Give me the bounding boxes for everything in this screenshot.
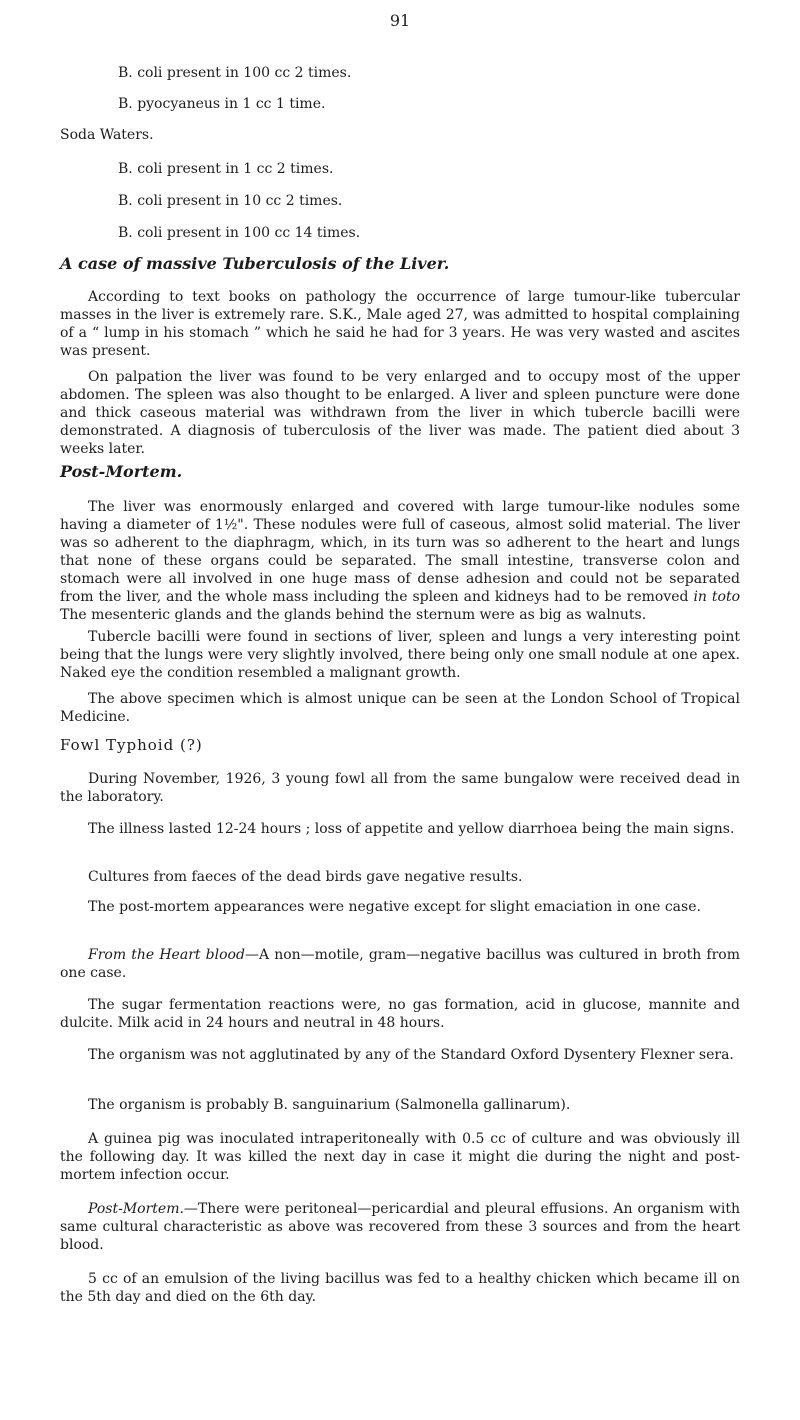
result-line: B. coli present in 1 cc 2 times. (118, 161, 334, 177)
heading-case-tuberculosis: A case of massive Tuberculosis of the Liver. (60, 254, 450, 273)
paragraph-fowl-illness: The illness lasted 12-24 hours ; loss of appetite and yellow diarrhoea being the main signs. (88, 821, 735, 837)
paragraph-fowl-post-mortem: The post-mortem appearances were negative except for slight emaciation in one case. (88, 899, 701, 915)
result-line: B. coli present in 100 cc 14 times. (118, 225, 361, 241)
paragraph-heart-blood: From the Heart blood—A non—motile, gram—negative bacillus was cultured in broth from one case. (60, 947, 740, 981)
paragraph-sugar-fermentation: The sugar fermentation reactions were, no gas formation, acid in glucose, mannite and dulcite. Milk acid in 24 hours and neutral in 48 hours. (60, 997, 740, 1031)
result-line: B. pyocyaneus in 1 cc 1 time. (118, 96, 326, 112)
paragraph-tubercle-bacilli: Tubercle bacilli were found in sections of liver, spleen and lungs a very interesting point being that the lungs were very slightly involved, there being only one small nodule at one apex. Naked eye the condition resembled a malignant growth. (60, 629, 740, 681)
paragraph-intro: According to text books on pathology the occurrence of large tumour-like tubercular masses in the liver is extremely rare. S.K., Male aged 27, was admitted to hospital complaining of a “ lump in his stomach ” which he said he had for 3 years. He was very wasted and ascites was present. (60, 289, 740, 359)
heading-post-mortem: Post-Mortem. (60, 462, 183, 481)
paragraph-guinea-pig: A guinea pig was inoculated intraperitoneally with 0.5 cc of culture and was obviously ill the following day. It was killed the next day in case it might die during the night and post-mortem infection occur. (60, 1131, 740, 1183)
result-line: B. coli present in 10 cc 2 times. (118, 193, 343, 209)
heading-fowl-typhoid: Fowl Typhoid (?) (60, 736, 203, 754)
subheading-soda-waters: Soda Waters. (60, 127, 154, 143)
paragraph-chicken-feeding: 5 cc of an emulsion of the living bacillus was fed to a healthy chicken which became ill on the 5th day and died on the 6th day. (60, 1271, 740, 1305)
result-line: B. coli present in 100 cc 2 times. (118, 65, 352, 81)
paragraph-specimen: The above specimen which is almost unique can be seen at the London School of Tropical Medicine. (60, 691, 740, 725)
paragraph-palpation: On palpation the liver was found to be very enlarged and to occupy most of the upper abdomen. The spleen was also thought to be enlarged. A liver and spleen puncture were done and thick caseous material was withdrawn from the liver in which tubercle bacilli were demonstrated. A diagnosis of tuberculosis of the liver was made. The patient died about 3 weeks later. (60, 369, 740, 457)
paragraph-fowl-cultures: Cultures from faeces of the dead birds gave negative results. (88, 869, 523, 885)
paragraph-post-mortem-findings: The liver was enormously enlarged and covered with large tumour-like nodules some having a diameter of 1½". These nodules were full of caseous, almost solid material. The liver was so adherent to the diaphragm, which, in its turn was so adherent to the heart and lungs that none of these organs could be separated. The small intestine, transverse colon and stomach were all involved in one huge mass of dense adhesion and could not be separated from the liver, and the whole mass including the spleen and kidneys had to be removed in toto The mesenteric glands and the glands behind the sternum were as big as walnuts. (60, 499, 740, 623)
paragraph-guinea-pig-post-mortem: Post-Mortem.—There were peritoneal—pericardial and pleural effusions. An organism with same cultural characteristic as above was recovered from these 3 sources and from the heart blood. (60, 1201, 740, 1253)
paragraph-agglutination: The organism was not agglutinated by any of the Standard Oxford Dysentery Flexner sera. (88, 1047, 734, 1063)
paragraph-organism-identity: The organism is probably B. sanguinarium (Salmonella gallinarum). (88, 1097, 571, 1113)
page-number: 91 (389, 11, 411, 30)
paragraph-fowl-received: During November, 1926, 3 young fowl all from the same bungalow were received dead in the laboratory. (60, 771, 740, 805)
